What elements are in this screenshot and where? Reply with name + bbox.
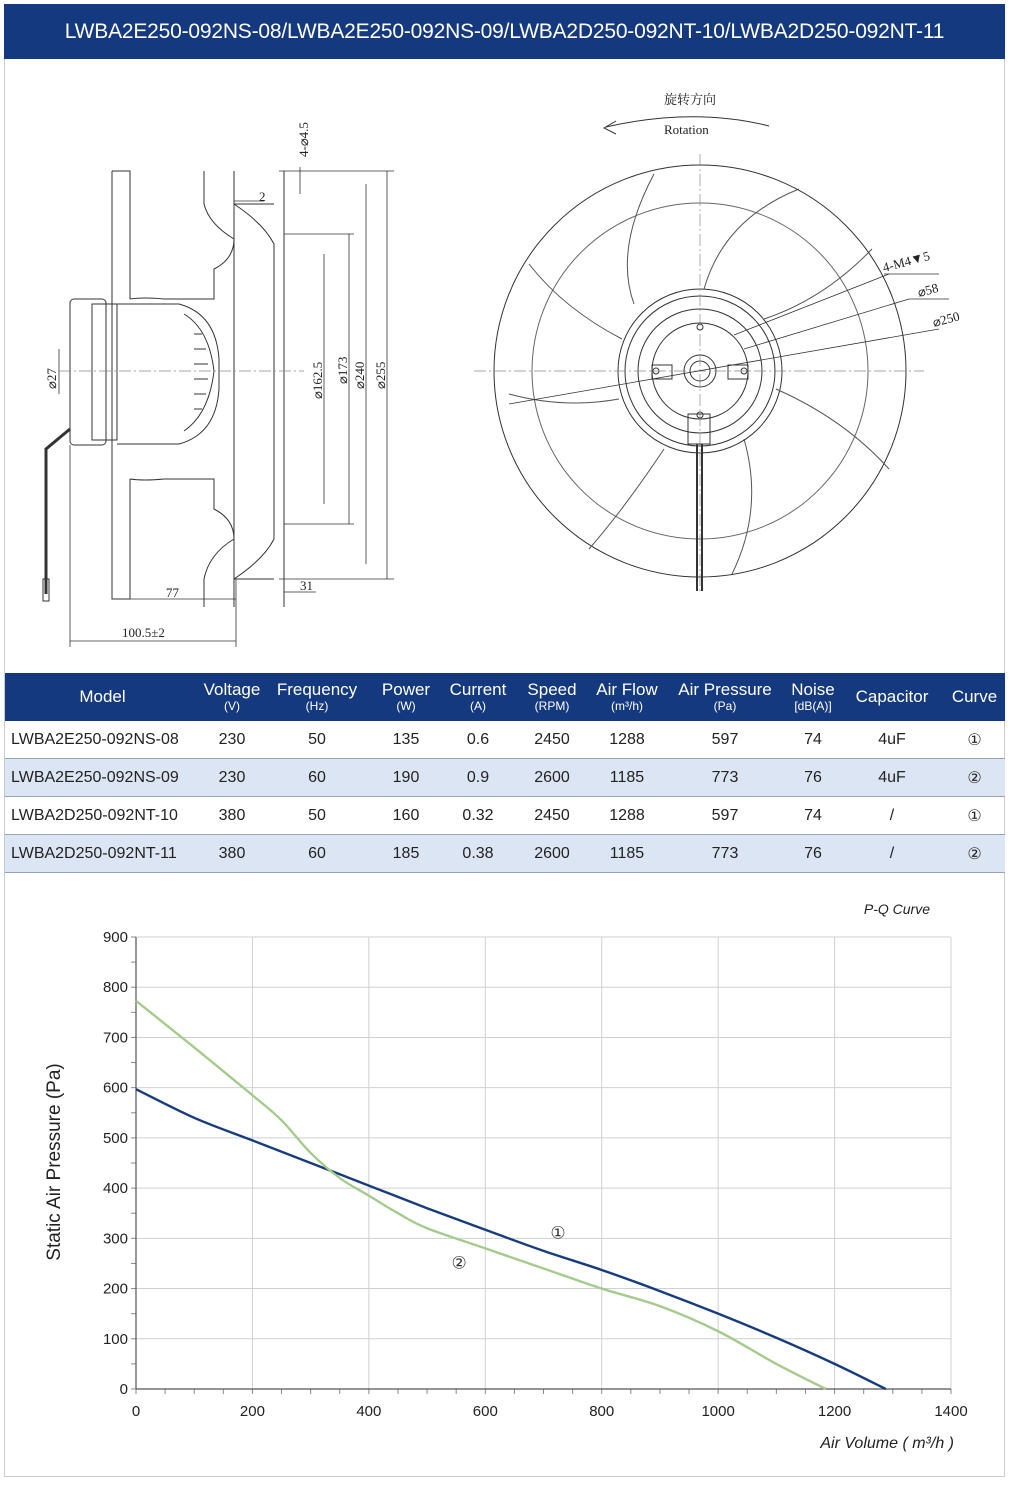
y-tick-label: 0 — [119, 1381, 128, 1398]
cell-curve: ① — [944, 721, 1005, 759]
x-axis-label: Air Volume ( m³/h ) — [820, 1435, 954, 1452]
x-tick-label: 1400 — [934, 1403, 968, 1420]
y-tick-label: 300 — [102, 1230, 128, 1248]
cell-curve: ② — [944, 835, 1005, 873]
cell-curve: ② — [944, 759, 1005, 797]
dim-d240: ⌀240 — [352, 361, 367, 389]
cell-current: 0.32 — [442, 797, 514, 835]
series-label-2: ② — [451, 1253, 467, 1274]
cell-model: LWBA2D250-092NT-10 — [5, 797, 200, 835]
cell-power: 190 — [370, 759, 442, 797]
cell-curve: ① — [944, 797, 1005, 835]
col-power: Power (W) — [381, 680, 431, 713]
dimension-drawing — [4, 59, 1005, 672]
side-view-fan-body — [112, 171, 130, 599]
cell-power: 160 — [370, 797, 442, 835]
cell-voltage: 380 — [200, 797, 264, 835]
y-tick-label: 500 — [102, 1129, 128, 1147]
cell-voltage: 380 — [200, 835, 264, 873]
col-curve: Curve — [951, 687, 998, 706]
x-tick-label: 600 — [472, 1403, 498, 1420]
cell-frequency: 60 — [264, 759, 370, 797]
cell-airflow: 1185 — [590, 759, 664, 797]
y-tick-label: 400 — [102, 1180, 128, 1198]
cell-model: LWBA2E250-092NS-09 — [5, 759, 200, 797]
y-tick-label: 800 — [102, 979, 128, 997]
cell-frequency: 50 — [264, 797, 370, 835]
cell-model: LWBA2D250-092NT-11 — [5, 835, 200, 873]
x-tick-label: 200 — [239, 1403, 265, 1420]
series-label-1: ① — [550, 1223, 566, 1244]
cell-voltage: 230 — [200, 721, 264, 759]
col-frequency: Frequency (Hz) — [276, 680, 358, 713]
col-airpressure: Air Pressure (Pa) — [678, 680, 772, 713]
y-tick-label: 700 — [102, 1029, 128, 1047]
table-row — [5, 759, 1005, 797]
cell-speed: 2450 — [514, 721, 590, 759]
cell-model: LWBA2E250-092NS-08 — [5, 721, 200, 759]
table-row — [5, 835, 1005, 873]
cell-capacitor: / — [840, 835, 944, 873]
col-airflow: Air Flow (m³/h) — [596, 680, 658, 713]
cell-frequency: 50 — [264, 721, 370, 759]
table-row — [5, 797, 1005, 835]
cell-airpressure: 597 — [664, 721, 786, 759]
pq-chart — [4, 890, 1005, 1475]
col-voltage: Voltage (V) — [203, 680, 261, 713]
side-view-cable — [46, 429, 70, 594]
table-row — [5, 721, 1005, 759]
series-line-2 — [136, 1001, 826, 1389]
y-tick-label: 900 — [102, 929, 128, 946]
dim-d255: ⌀255 — [373, 361, 388, 389]
cell-power: 135 — [370, 721, 442, 759]
dim-d250: ⌀250 — [930, 308, 962, 330]
rotation-label-en: Rotation — [664, 122, 709, 137]
cell-speed: 2600 — [514, 759, 590, 797]
cell-noise: 74 — [786, 721, 840, 759]
side-view-motor — [70, 299, 106, 445]
x-tick-label: 400 — [356, 1403, 382, 1420]
cell-speed: 2450 — [514, 797, 590, 835]
cell-voltage: 230 — [200, 759, 264, 797]
rotation-label-cn: 旋转方向 — [664, 93, 717, 108]
dim-thread: 4-M4▼5 — [880, 247, 932, 275]
impeller-blades — [509, 174, 889, 574]
cell-capacitor: 4uF — [840, 759, 944, 797]
dim-77: 77 — [166, 585, 179, 600]
dim-holes: 4-⌀4.5 — [296, 122, 311, 157]
x-tick-label: 1200 — [817, 1403, 852, 1420]
dim-hub: ⌀27 — [44, 368, 59, 389]
y-axis-label: Static Air Pressure (Pa) — [44, 1063, 65, 1261]
col-noise: Noise [dB(A)] — [791, 680, 835, 713]
cell-frequency: 60 — [264, 835, 370, 873]
table-header — [5, 673, 1005, 721]
dim-100: 100.5±2 — [122, 625, 165, 640]
y-tick-label: 200 — [102, 1280, 128, 1298]
x-tick-label: 1000 — [701, 1403, 735, 1420]
cell-noise: 76 — [786, 759, 840, 797]
spec-table — [5, 673, 1005, 873]
dim-d173: ⌀173 — [335, 356, 350, 384]
y-tick-label: 100 — [102, 1330, 128, 1348]
series-line-1 — [136, 1089, 886, 1389]
chart-title: P-Q Curve — [863, 901, 930, 917]
cell-speed: 2600 — [514, 835, 590, 873]
dim-gap: 2 — [259, 189, 266, 204]
cell-current: 0.38 — [442, 835, 514, 873]
cell-airpressure: 773 — [664, 759, 786, 797]
col-speed: Speed (RPM) — [527, 680, 577, 713]
cell-airpressure: 773 — [664, 835, 786, 873]
cell-capacitor: / — [840, 797, 944, 835]
cell-airpressure: 597 — [664, 797, 786, 835]
cell-airflow: 1288 — [590, 797, 664, 835]
dim-d162: ⌀162.5 — [310, 361, 325, 399]
col-capacitor: Capacitor — [855, 687, 929, 706]
dim-d58: ⌀58 — [915, 280, 940, 300]
cell-capacitor: 4uF — [840, 721, 944, 759]
cell-airflow: 1185 — [590, 835, 664, 873]
cell-power: 185 — [370, 835, 442, 873]
col-model: Model — [79, 687, 126, 706]
motor-fins — [194, 334, 208, 409]
page-title: LWBA2E250-092NS-08/LWBA2E250-092NS-09/LWBA2D250-092NT-10/LWBA2D250-092NT-11 — [4, 4, 1005, 59]
cell-current: 0.9 — [442, 759, 514, 797]
cell-noise: 76 — [786, 835, 840, 873]
col-current: Current (A) — [449, 680, 507, 713]
x-tick-label: 0 — [131, 1403, 141, 1420]
x-tick-label: 800 — [589, 1403, 615, 1420]
cell-noise: 74 — [786, 797, 840, 835]
cell-current: 0.6 — [442, 721, 514, 759]
y-tick-label: 600 — [102, 1079, 128, 1097]
dim-31: 31 — [300, 578, 313, 593]
cell-airflow: 1288 — [590, 721, 664, 759]
